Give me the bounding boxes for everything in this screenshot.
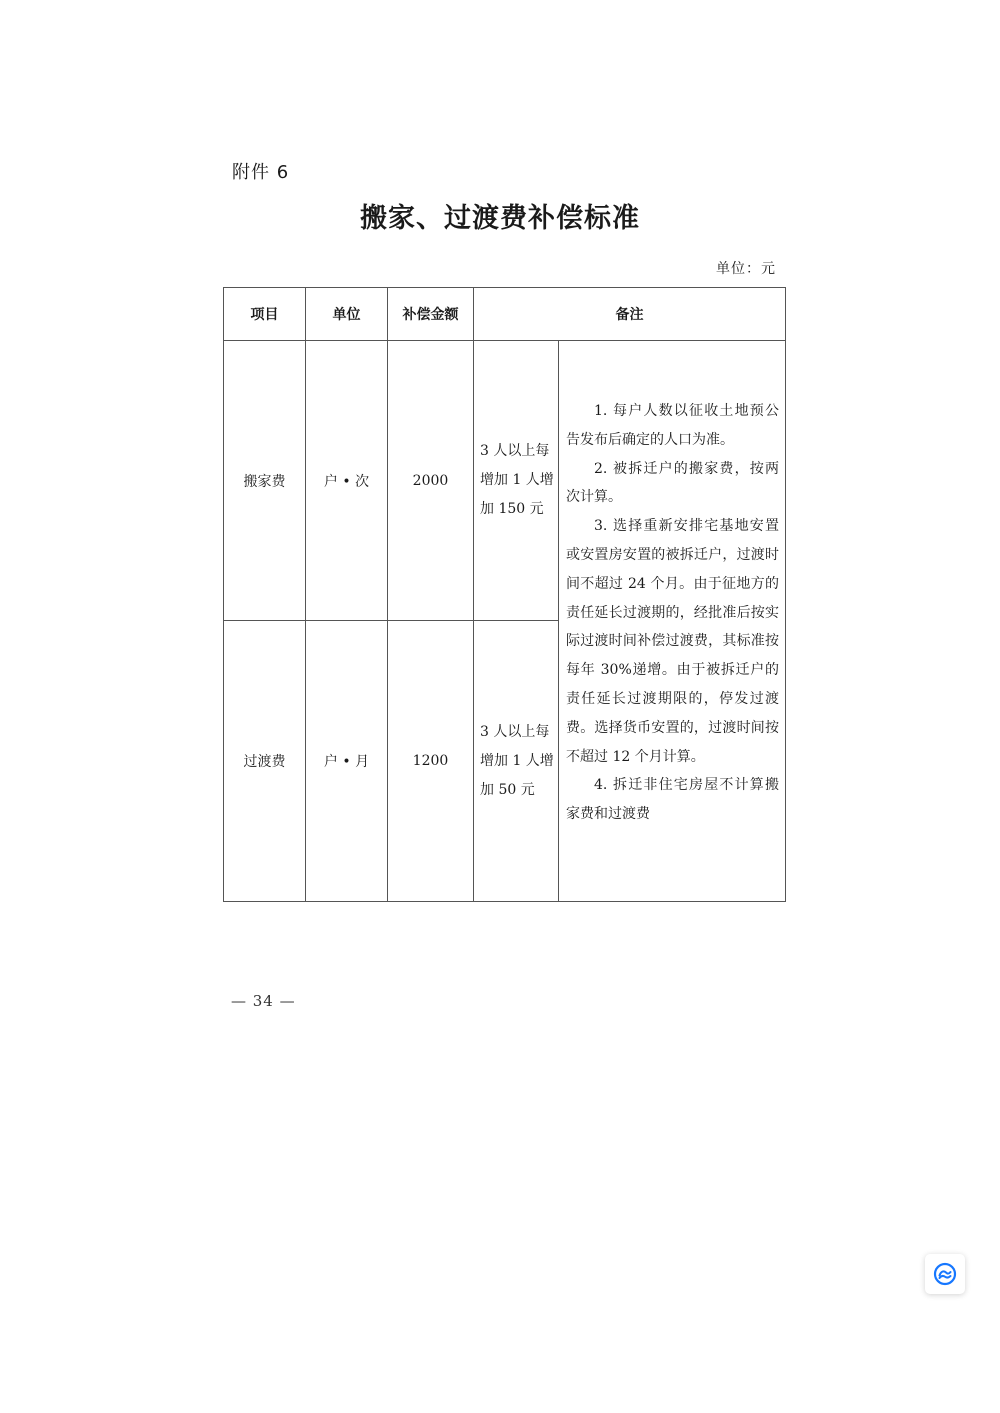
- table-header-row: [224, 288, 786, 341]
- row-unit-transition: 户 • 月: [306, 621, 388, 902]
- row-increment-transition: 3 人以上每增加 1 人增加 50 元: [474, 621, 559, 902]
- table-row: [224, 341, 786, 621]
- row-amount-moving: 2000: [388, 341, 474, 621]
- row-item-transition: 过渡费: [224, 621, 306, 902]
- notes-cell: [559, 341, 786, 902]
- header-unit: 单位: [306, 288, 388, 341]
- row-amount-transition: 1200: [388, 621, 474, 902]
- page-title: 搬家、过渡费补偿标准: [360, 203, 640, 234]
- note-item: 2. 被拆迁户的搬家费，按两次计算。: [566, 460, 779, 506]
- assistant-button[interactable]: [925, 1254, 965, 1294]
- header-item: 项目: [224, 288, 306, 341]
- row-increment-moving: 3 人以上每增加 1 人增加 150 元: [474, 341, 559, 621]
- page-number: — 34 —: [231, 992, 296, 1010]
- unit-label: 单位：元: [716, 261, 776, 277]
- attachment-label: 附件 6: [232, 162, 290, 183]
- header-amount: 补偿金额: [388, 288, 474, 341]
- note-item: 3. 选择重新安排宅基地安置或安置房安置的被拆迁户，过渡时间不超过 24 个月。由于征地方的责任延长过渡期的，经批准后按实际过渡时间补偿过渡费，其标准按每年 30%递增。由于被拆迁户的责任延长过渡期限的，停发过渡费。选择货币安置的，过渡时间按不超过 12 个月计算。: [566, 518, 779, 765]
- header-notes: 备注: [474, 288, 786, 341]
- compensation-table: [223, 287, 786, 902]
- assistant-icon: [933, 1262, 957, 1286]
- note-item: 4. 拆迁非住宅房屋不计算搬家费和过渡费: [566, 777, 779, 823]
- note-item: 1. 每户人数以征收土地预公告发布后确定的人口为准。: [566, 403, 779, 448]
- row-unit-moving: 户 • 次: [306, 341, 388, 621]
- row-item-moving: 搬家费: [224, 341, 306, 621]
